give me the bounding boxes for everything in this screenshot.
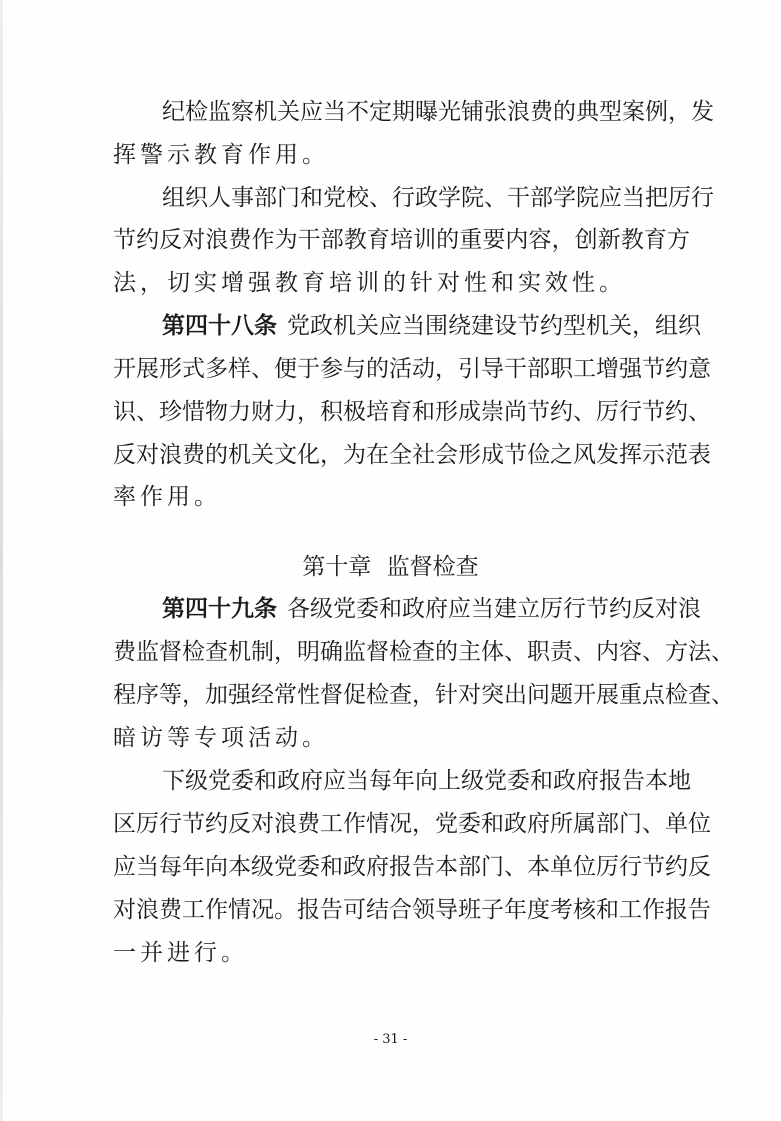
text-line: 区厉行节约反对浪费工作情况，党委和政府所属部门、单位	[113, 811, 711, 837]
text-line: 挥警示教育作用。	[113, 142, 329, 168]
text-line: 法，切实增强教育培训的针对性和实效性。	[113, 270, 626, 296]
text-line: 下级党委和政府应当每年向上级党委和政府报告本地	[162, 768, 691, 794]
text-line: 应当每年向本级党委和政府报告本部门、本单位厉行节约反	[113, 854, 711, 880]
text-line: 各级党委和政府应当建立厉行节约反对浪	[287, 596, 701, 622]
text-line: 程序等，加强经常性督促检查，针对突出问题开展重点检查、	[113, 682, 734, 708]
text-line: 一并进行。	[113, 940, 248, 966]
text-line: 费监督检查机制，明确监督检查的主体、职责、内容、方法、	[113, 639, 734, 665]
page-number: - 31 -	[373, 1032, 408, 1047]
text-line: 率作用。	[113, 484, 221, 510]
article-number: 第四十九条	[162, 596, 277, 622]
chapter-heading	[0, 552, 781, 582]
text-line: 纪检监察机关应当不定期曝光铺张浪费的典型案例，发	[162, 99, 714, 125]
text-line: 开展形式多样、便于参与的活动，引导干部职工增强节约意	[113, 356, 711, 382]
text-line: 对浪费工作情况。报告可结合领导班子年度考核和工作报告	[113, 897, 711, 923]
text-line: 反对浪费的机关文化，为在全社会形成节俭之风发挥示范表	[113, 442, 711, 468]
text-line: 组织人事部门和党校、行政学院、干部学院应当把厉行	[162, 185, 714, 211]
text-line: 暗访等专项活动。	[113, 725, 329, 751]
text-line: 节约反对浪费作为干部教育培训的重要内容，创新教育方	[113, 227, 690, 253]
article-first-line	[162, 311, 701, 341]
chapter-number: 第十章	[302, 554, 372, 580]
article-number: 第四十八条	[162, 313, 277, 339]
chapter-title: 监督检查	[386, 554, 479, 580]
text-line: 党政机关应当围绕建设节约型机关，组织	[287, 313, 701, 339]
article-first-line	[162, 594, 701, 624]
text-line: 识、珍惜物力财力，积极培育和形成崇尚节约、厉行节约、	[113, 399, 711, 425]
